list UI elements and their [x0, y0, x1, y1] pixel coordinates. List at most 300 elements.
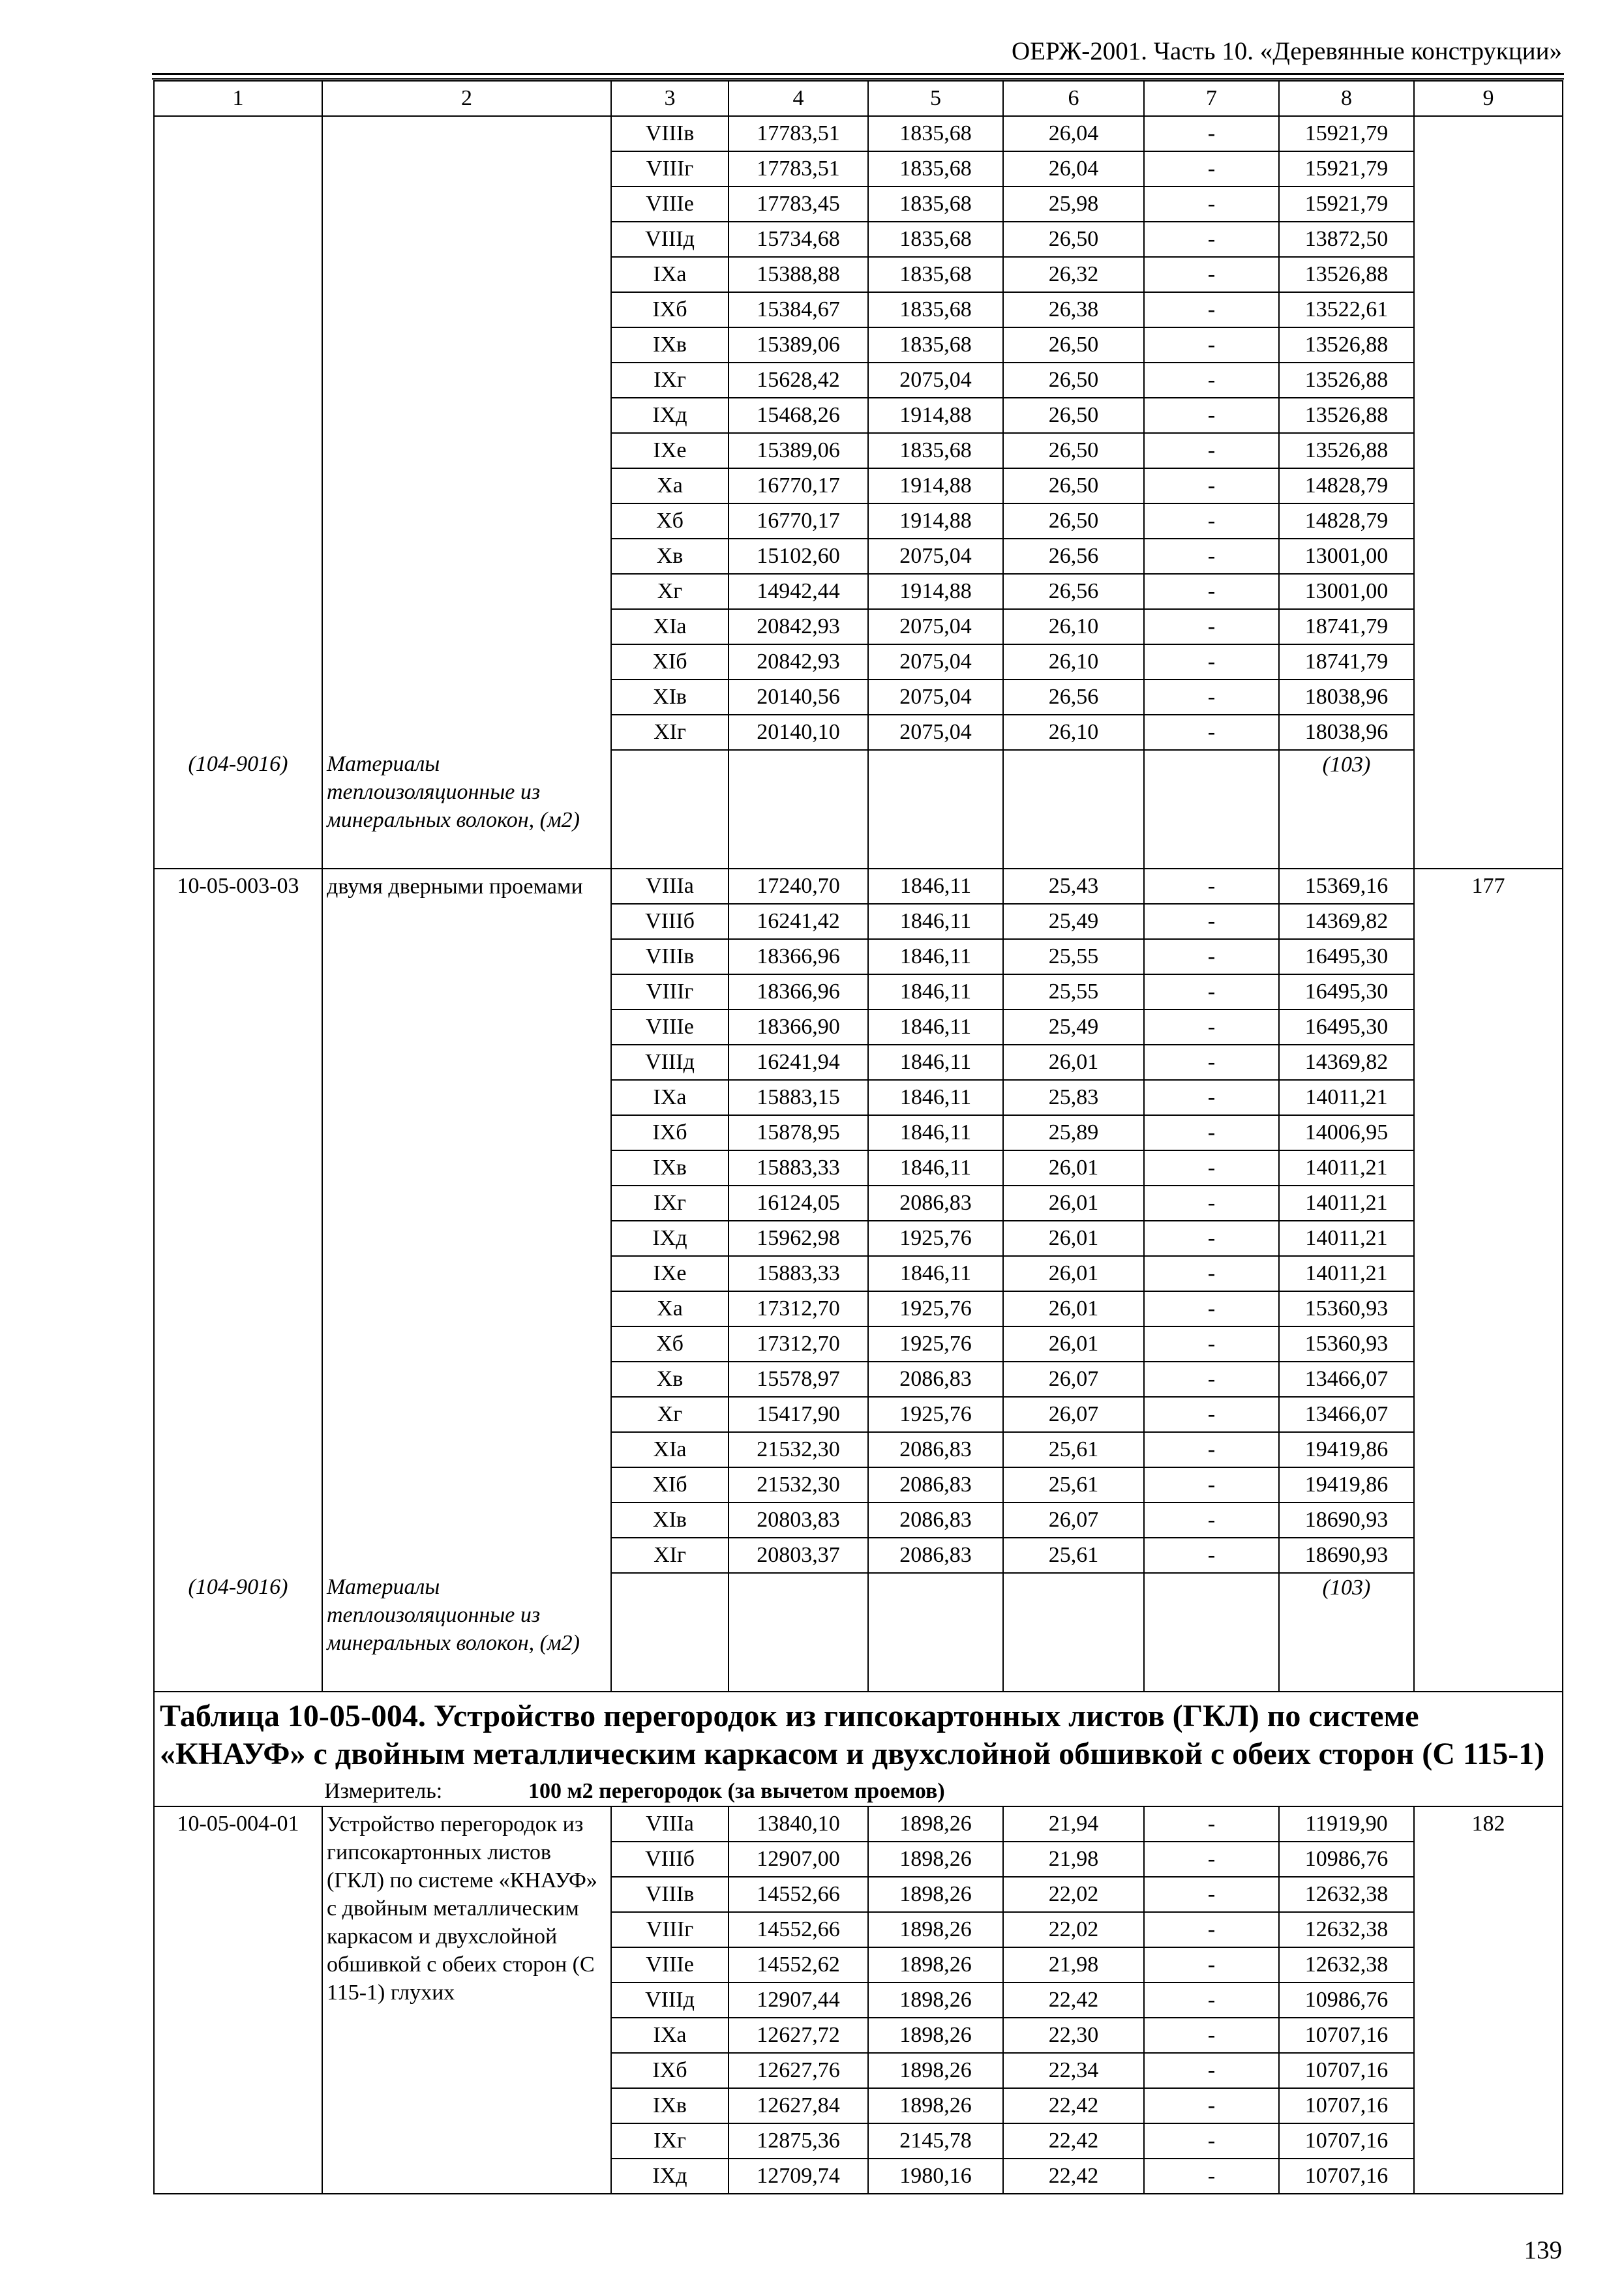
- zone-cell: IXд: [611, 2159, 729, 2194]
- materials-cost-cell: 14011,21: [1279, 1080, 1414, 1115]
- transport-cost-cell: -: [1144, 715, 1279, 750]
- transport-cost-cell: -: [1144, 1432, 1279, 1467]
- empty-cell: [868, 1573, 1003, 1692]
- labor-cost-cell: 1846,11: [868, 869, 1003, 904]
- zone-cell: IXв: [611, 327, 729, 363]
- total-cost-cell: 14942,44: [729, 574, 868, 609]
- total-cost-cell: 12907,44: [729, 1982, 868, 2018]
- transport-cost-cell: -: [1144, 468, 1279, 503]
- total-cost-cell: 14552,62: [729, 1947, 868, 1982]
- zone-cell: VIIIг: [611, 151, 729, 187]
- machine-cost-cell: 22,42: [1003, 2123, 1144, 2159]
- machine-cost-cell: 26,07: [1003, 1362, 1144, 1397]
- empty-cell: [611, 1573, 729, 1692]
- material-value-cell: [1279, 750, 1414, 869]
- note-cell: [1414, 116, 1563, 869]
- materials-cost-cell: 18038,96: [1279, 680, 1414, 715]
- transport-cost-cell: -: [1144, 680, 1279, 715]
- machine-cost-cell: 26,32: [1003, 257, 1144, 292]
- column-number: 5: [868, 81, 1003, 116]
- materials-cost-cell: 13526,88: [1279, 398, 1414, 433]
- transport-cost-cell: -: [1144, 1982, 1279, 2018]
- labor-cost-cell: 1835,68: [868, 292, 1003, 327]
- zone-cell: Xa: [611, 1291, 729, 1326]
- machine-cost-cell: 22,02: [1003, 1912, 1144, 1947]
- machine-cost-cell: 21,98: [1003, 1842, 1144, 1877]
- machine-cost-cell: 26,07: [1003, 1397, 1144, 1432]
- zone-cell: VIIIв: [611, 939, 729, 974]
- machine-cost-cell: 25,61: [1003, 1538, 1144, 1573]
- labor-cost-cell: 1914,88: [868, 574, 1003, 609]
- total-cost-cell: 21532,30: [729, 1467, 868, 1503]
- transport-cost-cell: -: [1144, 574, 1279, 609]
- material-row: [154, 1573, 1563, 1692]
- transport-cost-cell: -: [1144, 151, 1279, 187]
- transport-cost-cell: -: [1144, 539, 1279, 574]
- labor-cost-cell: 2075,04: [868, 715, 1003, 750]
- labor-cost-cell: 1925,76: [868, 1397, 1003, 1432]
- total-cost-cell: 17312,70: [729, 1326, 868, 1362]
- zone-cell: IXe: [611, 1256, 729, 1291]
- material-name-cell: [322, 1573, 611, 1692]
- machine-cost-cell: 26,56: [1003, 680, 1144, 715]
- zone-cell: VIIIв: [611, 1877, 729, 1912]
- labor-cost-cell: 1835,68: [868, 187, 1003, 222]
- labor-cost-cell: 1898,26: [868, 2088, 1003, 2123]
- header-rule: [152, 73, 1564, 75]
- labor-cost-cell: 1980,16: [868, 2159, 1003, 2194]
- labor-cost-cell: 2086,83: [868, 1538, 1003, 1573]
- column-number: 6: [1003, 81, 1144, 116]
- labor-cost-cell: 1925,76: [868, 1291, 1003, 1326]
- total-cost-cell: 15468,26: [729, 398, 868, 433]
- materials-cost-cell: 14011,21: [1279, 1256, 1414, 1291]
- machine-cost-cell: 25,98: [1003, 187, 1144, 222]
- labor-cost-cell: 2075,04: [868, 680, 1003, 715]
- materials-cost-cell: 18741,79: [1279, 644, 1414, 680]
- rate-note: 182: [1471, 1812, 1505, 1836]
- labor-cost-cell: 1835,68: [868, 151, 1003, 187]
- zone-cell: IXг: [611, 2123, 729, 2159]
- machine-cost-cell: 26,56: [1003, 574, 1144, 609]
- note-cell: [1414, 1806, 1563, 2194]
- zone-cell: XIa: [611, 1432, 729, 1467]
- materials-cost-cell: 12632,38: [1279, 1912, 1414, 1947]
- materials-cost-cell: 10986,76: [1279, 1842, 1414, 1877]
- materials-cost-cell: 10986,76: [1279, 1982, 1414, 2018]
- machine-cost-cell: 25,55: [1003, 939, 1144, 974]
- total-cost-cell: 18366,90: [729, 1010, 868, 1045]
- zone-cell: IXa: [611, 2018, 729, 2053]
- labor-cost-cell: 1925,76: [868, 1221, 1003, 1256]
- machine-cost-cell: 25,43: [1003, 869, 1144, 904]
- labor-cost-cell: 2145,78: [868, 2123, 1003, 2159]
- total-cost-cell: 20803,37: [729, 1538, 868, 1573]
- description-cell: [322, 869, 611, 1573]
- machine-cost-cell: 26,10: [1003, 715, 1144, 750]
- zone-cell: XIб: [611, 1467, 729, 1503]
- machine-cost-cell: 26,04: [1003, 151, 1144, 187]
- zone-cell: VIIIa: [611, 869, 729, 904]
- transport-cost-cell: -: [1144, 1221, 1279, 1256]
- meter-value: 100 м2 перегородок (за вычетом проемов): [528, 1779, 945, 1803]
- material-code-cell: [154, 750, 322, 869]
- column-number-row: [154, 81, 1563, 116]
- total-cost-cell: 20140,56: [729, 680, 868, 715]
- machine-cost-cell: 22,30: [1003, 2018, 1144, 2053]
- column-number: 3: [611, 81, 729, 116]
- materials-cost-cell: 15369,16: [1279, 869, 1414, 904]
- total-cost-cell: 21532,30: [729, 1432, 868, 1467]
- machine-cost-cell: 26,50: [1003, 468, 1144, 503]
- zone-cell: VIIIe: [611, 187, 729, 222]
- labor-cost-cell: 1846,11: [868, 1010, 1003, 1045]
- rate-code: 10-05-004-01: [177, 1812, 299, 1836]
- labor-cost-cell: 1846,11: [868, 939, 1003, 974]
- zone-cell: IXб: [611, 2053, 729, 2088]
- transport-cost-cell: -: [1144, 2088, 1279, 2123]
- total-cost-cell: 20803,83: [729, 1503, 868, 1538]
- transport-cost-cell: -: [1144, 327, 1279, 363]
- materials-cost-cell: 18741,79: [1279, 609, 1414, 644]
- column-number: 7: [1144, 81, 1279, 116]
- transport-cost-cell: -: [1144, 2053, 1279, 2088]
- empty-cell: [1144, 1573, 1279, 1692]
- materials-cost-cell: 10707,16: [1279, 2088, 1414, 2123]
- transport-cost-cell: -: [1144, 503, 1279, 539]
- total-cost-cell: 18366,96: [729, 939, 868, 974]
- rate-row: [154, 1806, 1563, 1842]
- zone-cell: VIIIa: [611, 1806, 729, 1842]
- column-number: 8: [1279, 81, 1414, 116]
- rate-description: Устройство перегородок из гипсокартонных листов (ГКЛ) по системе «КНАУФ» с двойным металлическим каркасом и двухслойной обшивкой с обеих сторон (С 115-1) глухих: [327, 1812, 597, 2005]
- column-number: 2: [322, 81, 611, 116]
- zone-cell: IXд: [611, 1221, 729, 1256]
- total-cost-cell: 14552,66: [729, 1877, 868, 1912]
- transport-cost-cell: -: [1144, 1186, 1279, 1221]
- materials-cost-cell: 14828,79: [1279, 468, 1414, 503]
- materials-cost-cell: 10707,16: [1279, 2123, 1414, 2159]
- table-heading: Таблица 10-05-004. Устройство перегородок из гипсокартонных листов (ГКЛ) по системе «КНАУФ» с двойным металлическим каркасом и двухслойной обшивкой с обеих сторон (С 115-1): [160, 1699, 1545, 1771]
- machine-cost-cell: 26,01: [1003, 1186, 1144, 1221]
- labor-cost-cell: 1914,88: [868, 503, 1003, 539]
- labor-cost-cell: 1898,26: [868, 1842, 1003, 1877]
- zone-cell: VIIIд: [611, 1982, 729, 2018]
- running-header: ОЕРЖ-2001. Часть 10. «Деревянные конструкции»: [1011, 37, 1562, 65]
- zone-cell: VIIIe: [611, 1947, 729, 1982]
- transport-cost-cell: -: [1144, 1397, 1279, 1432]
- total-cost-cell: 16770,17: [729, 468, 868, 503]
- description-cell: [322, 116, 611, 750]
- material-row: [154, 750, 1563, 869]
- empty-cell: [1003, 1573, 1144, 1692]
- machine-cost-cell: 25,49: [1003, 1010, 1144, 1045]
- total-cost-cell: 18366,96: [729, 974, 868, 1010]
- material-code: (104-9016): [188, 752, 288, 776]
- transport-cost-cell: -: [1144, 869, 1279, 904]
- transport-cost-cell: -: [1144, 222, 1279, 257]
- materials-cost-cell: 16495,30: [1279, 939, 1414, 974]
- machine-cost-cell: 26,50: [1003, 503, 1144, 539]
- total-cost-cell: 20842,93: [729, 644, 868, 680]
- machine-cost-cell: 25,83: [1003, 1080, 1144, 1115]
- labor-cost-cell: 1898,26: [868, 1982, 1003, 2018]
- transport-cost-cell: -: [1144, 1010, 1279, 1045]
- empty-cell: [729, 750, 868, 869]
- transport-cost-cell: -: [1144, 974, 1279, 1010]
- materials-cost-cell: 18690,93: [1279, 1538, 1414, 1573]
- materials-cost-cell: 19419,86: [1279, 1432, 1414, 1467]
- zone-cell: IXб: [611, 1115, 729, 1150]
- transport-cost-cell: -: [1144, 2018, 1279, 2053]
- zone-cell: XIг: [611, 1538, 729, 1573]
- zone-cell: IXг: [611, 1186, 729, 1221]
- transport-cost-cell: -: [1144, 609, 1279, 644]
- total-cost-cell: 15417,90: [729, 1397, 868, 1432]
- machine-cost-cell: 22,02: [1003, 1877, 1144, 1912]
- transport-cost-cell: -: [1144, 116, 1279, 151]
- materials-cost-cell: 13001,00: [1279, 574, 1414, 609]
- total-cost-cell: 15883,15: [729, 1080, 868, 1115]
- zone-cell: Xб: [611, 1326, 729, 1362]
- materials-cost-cell: 12632,38: [1279, 1877, 1414, 1912]
- materials-cost-cell: 10707,16: [1279, 2053, 1414, 2088]
- zone-cell: IXв: [611, 2088, 729, 2123]
- transport-cost-cell: -: [1144, 1080, 1279, 1115]
- transport-cost-cell: -: [1144, 1877, 1279, 1912]
- transport-cost-cell: -: [1144, 2159, 1279, 2194]
- code-cell: [154, 116, 322, 750]
- column-number: 9: [1414, 81, 1563, 116]
- labor-cost-cell: 1846,11: [868, 1115, 1003, 1150]
- labor-cost-cell: 2075,04: [868, 609, 1003, 644]
- rates-table: [153, 80, 1563, 2194]
- zone-cell: IXв: [611, 1150, 729, 1186]
- total-cost-cell: 15578,97: [729, 1362, 868, 1397]
- labor-cost-cell: 1835,68: [868, 222, 1003, 257]
- labor-cost-cell: 1914,88: [868, 468, 1003, 503]
- materials-cost-cell: 15360,93: [1279, 1291, 1414, 1326]
- machine-cost-cell: 26,38: [1003, 292, 1144, 327]
- materials-cost-cell: 19419,86: [1279, 1467, 1414, 1503]
- empty-cell: [1003, 750, 1144, 869]
- code-cell: [154, 869, 322, 1573]
- machine-cost-cell: 25,55: [1003, 974, 1144, 1010]
- machine-cost-cell: 26,07: [1003, 1503, 1144, 1538]
- transport-cost-cell: -: [1144, 1291, 1279, 1326]
- description-cell: [322, 1806, 611, 2194]
- materials-cost-cell: 12632,38: [1279, 1947, 1414, 1982]
- materials-cost-cell: 10707,16: [1279, 2018, 1414, 2053]
- materials-cost-cell: 13001,00: [1279, 539, 1414, 574]
- total-cost-cell: 12627,76: [729, 2053, 868, 2088]
- materials-cost-cell: 15921,79: [1279, 187, 1414, 222]
- machine-cost-cell: 25,49: [1003, 904, 1144, 939]
- total-cost-cell: 17783,51: [729, 116, 868, 151]
- transport-cost-cell: -: [1144, 1842, 1279, 1877]
- labor-cost-cell: 1846,11: [868, 904, 1003, 939]
- total-cost-cell: 12907,00: [729, 1842, 868, 1877]
- machine-cost-cell: 21,94: [1003, 1806, 1144, 1842]
- transport-cost-cell: -: [1144, 1115, 1279, 1150]
- zone-cell: IXб: [611, 292, 729, 327]
- transport-cost-cell: -: [1144, 904, 1279, 939]
- materials-cost-cell: 13526,88: [1279, 257, 1414, 292]
- machine-cost-cell: 22,42: [1003, 2088, 1144, 2123]
- code-cell: [154, 1806, 322, 2194]
- material-code: (104-9016): [188, 1575, 288, 1599]
- machine-cost-cell: 26,50: [1003, 363, 1144, 398]
- labor-cost-cell: 1835,68: [868, 327, 1003, 363]
- machine-cost-cell: 22,34: [1003, 2053, 1144, 2088]
- machine-cost-cell: 25,61: [1003, 1432, 1144, 1467]
- material-name: Материалы теплоизоляционные из минеральных волокон, (м2): [327, 752, 580, 832]
- labor-cost-cell: 2086,83: [868, 1467, 1003, 1503]
- labor-cost-cell: 1846,11: [868, 1256, 1003, 1291]
- machine-cost-cell: 26,10: [1003, 609, 1144, 644]
- materials-cost-cell: 15921,79: [1279, 151, 1414, 187]
- zone-cell: XIв: [611, 680, 729, 715]
- page-number: 139: [1524, 2236, 1562, 2264]
- total-cost-cell: 17783,51: [729, 151, 868, 187]
- empty-cell: [729, 1573, 868, 1692]
- rate-description: двумя дверными проемами: [327, 875, 583, 899]
- transport-cost-cell: -: [1144, 1362, 1279, 1397]
- materials-cost-cell: 10707,16: [1279, 2159, 1414, 2194]
- materials-cost-cell: 11919,90: [1279, 1806, 1414, 1842]
- total-cost-cell: 12627,72: [729, 2018, 868, 2053]
- labor-cost-cell: 1898,26: [868, 2053, 1003, 2088]
- labor-cost-cell: 1898,26: [868, 1947, 1003, 1982]
- materials-cost-cell: 14006,95: [1279, 1115, 1414, 1150]
- zone-cell: IXe: [611, 433, 729, 468]
- labor-cost-cell: 1846,11: [868, 1045, 1003, 1080]
- zone-cell: VIIIд: [611, 222, 729, 257]
- empty-cell: [1144, 750, 1279, 869]
- labor-cost-cell: 1846,11: [868, 1080, 1003, 1115]
- zone-cell: Xб: [611, 503, 729, 539]
- total-cost-cell: 12627,84: [729, 2088, 868, 2123]
- transport-cost-cell: -: [1144, 1503, 1279, 1538]
- machine-cost-cell: 26,01: [1003, 1150, 1144, 1186]
- rate-row: [154, 116, 1563, 151]
- total-cost-cell: 15734,68: [729, 222, 868, 257]
- labor-cost-cell: 1835,68: [868, 116, 1003, 151]
- zone-cell: Xг: [611, 1397, 729, 1432]
- labor-cost-cell: 2075,04: [868, 539, 1003, 574]
- materials-cost-cell: 14011,21: [1279, 1150, 1414, 1186]
- labor-cost-cell: 1898,26: [868, 1912, 1003, 1947]
- materials-cost-cell: 18038,96: [1279, 715, 1414, 750]
- material-code-cell: [154, 1573, 322, 1692]
- zone-cell: VIIIг: [611, 1912, 729, 1947]
- transport-cost-cell: -: [1144, 1326, 1279, 1362]
- materials-cost-cell: 13466,07: [1279, 1397, 1414, 1432]
- material-name: Материалы теплоизоляционные из минеральных волокон, (м2): [327, 1575, 580, 1655]
- materials-cost-cell: 14369,82: [1279, 1045, 1414, 1080]
- meter-line: [160, 1777, 1557, 1806]
- materials-cost-cell: 13526,88: [1279, 433, 1414, 468]
- transport-cost-cell: -: [1144, 363, 1279, 398]
- total-cost-cell: 15102,60: [729, 539, 868, 574]
- total-cost-cell: 15384,67: [729, 292, 868, 327]
- total-cost-cell: 16124,05: [729, 1186, 868, 1221]
- transport-cost-cell: -: [1144, 257, 1279, 292]
- machine-cost-cell: 26,01: [1003, 1326, 1144, 1362]
- material-value-cell: [1279, 1573, 1414, 1692]
- machine-cost-cell: 22,42: [1003, 1982, 1144, 2018]
- labor-cost-cell: 2075,04: [868, 644, 1003, 680]
- machine-cost-cell: 22,42: [1003, 2159, 1144, 2194]
- zone-cell: VIIIб: [611, 904, 729, 939]
- empty-cell: [868, 750, 1003, 869]
- table-title-row: [154, 1692, 1563, 1806]
- machine-cost-cell: 26,10: [1003, 644, 1144, 680]
- zone-cell: XIг: [611, 715, 729, 750]
- transport-cost-cell: -: [1144, 187, 1279, 222]
- total-cost-cell: 15388,88: [729, 257, 868, 292]
- transport-cost-cell: -: [1144, 1538, 1279, 1573]
- total-cost-cell: 12875,36: [729, 2123, 868, 2159]
- rate-code: 10-05-003-03: [177, 874, 299, 898]
- total-cost-cell: 15962,98: [729, 1221, 868, 1256]
- transport-cost-cell: -: [1144, 1150, 1279, 1186]
- zone-cell: IXг: [611, 363, 729, 398]
- column-number: 4: [729, 81, 868, 116]
- transport-cost-cell: -: [1144, 1256, 1279, 1291]
- machine-cost-cell: 21,98: [1003, 1947, 1144, 1982]
- materials-cost-cell: 14828,79: [1279, 503, 1414, 539]
- materials-cost-cell: 13522,61: [1279, 292, 1414, 327]
- total-cost-cell: 17783,45: [729, 187, 868, 222]
- zone-cell: XIб: [611, 644, 729, 680]
- materials-cost-cell: 14011,21: [1279, 1221, 1414, 1256]
- total-cost-cell: 16770,17: [729, 503, 868, 539]
- transport-cost-cell: -: [1144, 1947, 1279, 1982]
- column-number: 1: [154, 81, 322, 116]
- total-cost-cell: 15389,06: [729, 433, 868, 468]
- transport-cost-cell: -: [1144, 1912, 1279, 1947]
- zone-cell: VIIIe: [611, 1010, 729, 1045]
- transport-cost-cell: -: [1144, 433, 1279, 468]
- machine-cost-cell: 26,50: [1003, 433, 1144, 468]
- materials-cost-cell: 16495,30: [1279, 1010, 1414, 1045]
- table-title-cell: [154, 1692, 1563, 1806]
- zone-cell: IXa: [611, 1080, 729, 1115]
- machine-cost-cell: 26,01: [1003, 1221, 1144, 1256]
- materials-cost-cell: 13466,07: [1279, 1362, 1414, 1397]
- labor-cost-cell: 2075,04: [868, 363, 1003, 398]
- labor-cost-cell: 1835,68: [868, 433, 1003, 468]
- transport-cost-cell: -: [1144, 1467, 1279, 1503]
- header-rule: [152, 78, 1564, 80]
- zone-cell: Xв: [611, 539, 729, 574]
- total-cost-cell: 16241,42: [729, 904, 868, 939]
- labor-cost-cell: 1898,26: [868, 1877, 1003, 1912]
- zone-cell: IXд: [611, 398, 729, 433]
- total-cost-cell: 17240,70: [729, 869, 868, 904]
- zone-cell: Xa: [611, 468, 729, 503]
- zone-cell: XIa: [611, 609, 729, 644]
- labor-cost-cell: 1898,26: [868, 1806, 1003, 1842]
- labor-cost-cell: 2086,83: [868, 1186, 1003, 1221]
- material-value: (103): [1322, 1576, 1371, 1600]
- zone-cell: VIIIг: [611, 974, 729, 1010]
- transport-cost-cell: -: [1144, 1045, 1279, 1080]
- materials-cost-cell: 13526,88: [1279, 327, 1414, 363]
- machine-cost-cell: 26,56: [1003, 539, 1144, 574]
- materials-cost-cell: 13872,50: [1279, 222, 1414, 257]
